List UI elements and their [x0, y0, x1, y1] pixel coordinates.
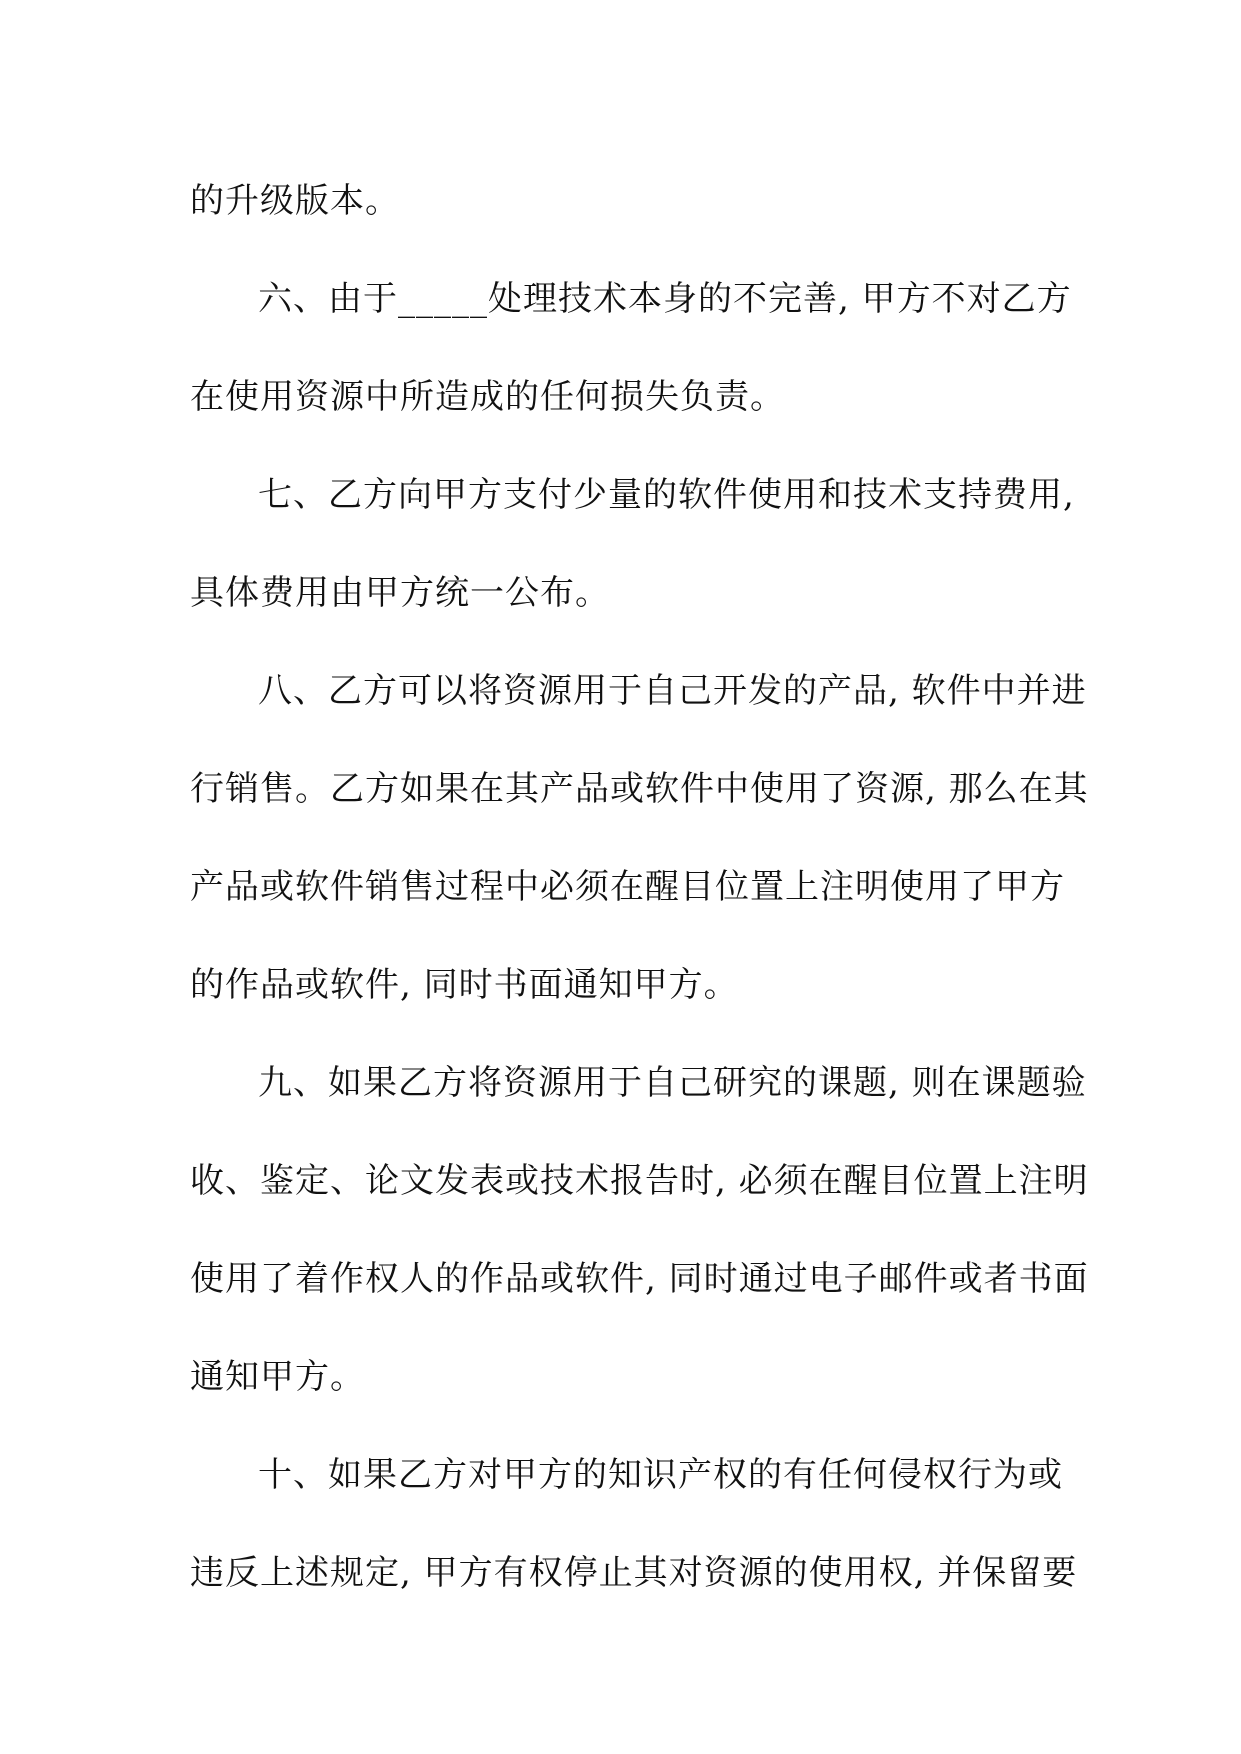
- clause-8-line-2: 行销售。乙方如果在其产品或软件中使用了资源, 那么在其: [190, 769, 1089, 809]
- clause-8-line-4: 的作品或软件, 同时书面通知甲方。: [190, 965, 739, 1005]
- clause-8-line-1: 八、乙方可以将资源用于自己开发的产品, 软件中并进: [258, 671, 1087, 711]
- clause-9-line-4: 通知甲方。: [190, 1357, 365, 1397]
- clause-8-line-3: 产品或软件销售过程中必须在醒目位置上注明使用了甲方: [190, 867, 1065, 907]
- clause-7-line-1: 七、乙方向甲方支付少量的软件使用和技术支持费用,: [258, 475, 1075, 515]
- text-line-1: 的升级版本。: [190, 181, 400, 221]
- clause-10-line-2: 违反上述规定, 甲方有权停止其对资源的使用权, 并保留要: [190, 1553, 1078, 1593]
- clause-6-line-1: 六、由于_____处理技术本身的不完善, 甲方不对乙方: [258, 279, 1072, 319]
- clause-9-line-2: 收、鉴定、论文发表或技术报告时, 必须在醒目位置上注明: [190, 1161, 1089, 1201]
- clause-6-line-2: 在使用资源中所造成的任何损失负责。: [190, 377, 785, 417]
- clause-9-line-3: 使用了着作权人的作品或软件, 同时通过电子邮件或者书面: [190, 1259, 1089, 1299]
- clause-9-line-1: 九、如果乙方将资源用于自己研究的课题, 则在课题验: [258, 1063, 1087, 1103]
- clause-10-line-1: 十、如果乙方对甲方的知识产权的有任何侵权行为或: [258, 1455, 1063, 1495]
- clause-7-line-2: 具体费用由甲方统一公布。: [190, 573, 610, 613]
